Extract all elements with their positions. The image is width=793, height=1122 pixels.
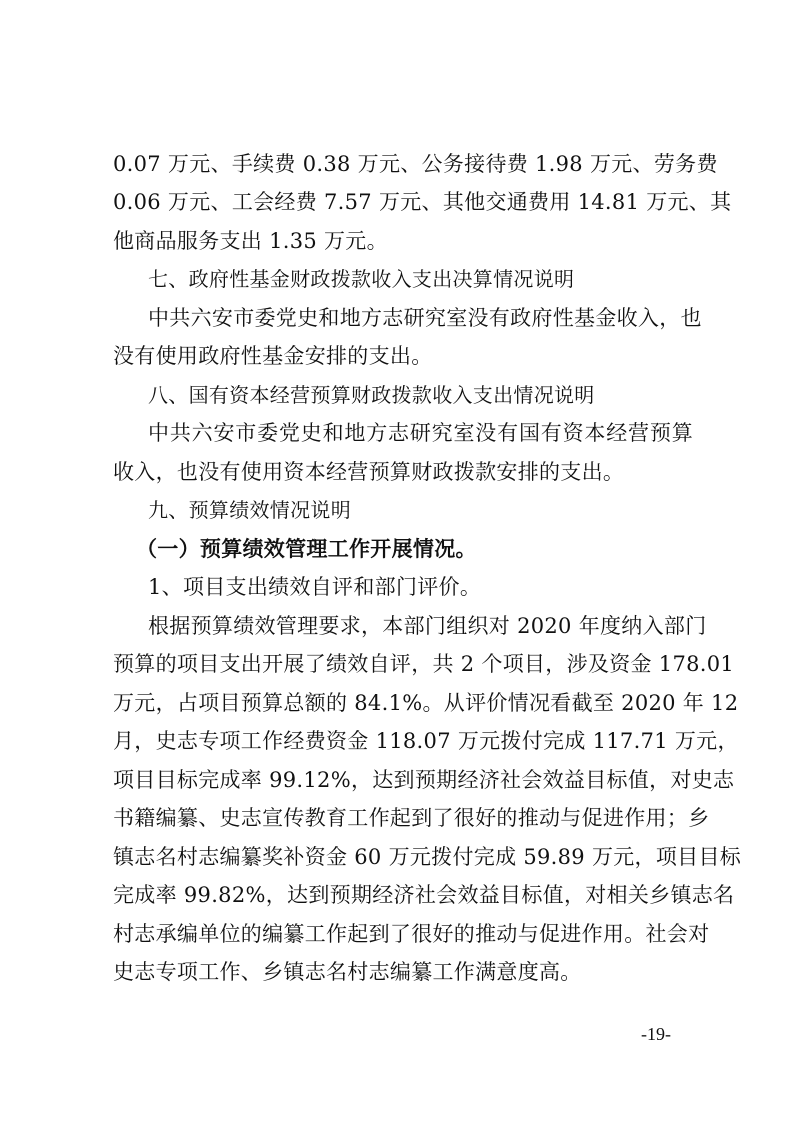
section-heading: 九、预算绩效情况说明 xyxy=(148,498,351,522)
text-line: 没有使用政府性基金安排的支出。 xyxy=(113,344,433,368)
page-number: -19- xyxy=(641,1024,671,1044)
text-line: 中共六安市委党史和地方志研究室没有国有资本经营预算 xyxy=(148,421,693,445)
text-line: 项目目标完成率 99.12%，达到预期经济社会效益目标值，对史志 xyxy=(113,768,735,792)
text-line: 完成率 99.82%，达到预期经济社会效益目标值，对相关乡镇志名 xyxy=(113,883,735,907)
text-line: 史志专项工作、乡镇志名村志编纂工作满意度高。 xyxy=(113,960,582,984)
text-line: 预算的项目支出开展了绩效自评，共 2 个项目，涉及资金 178.01 xyxy=(113,652,735,676)
text-line: 收入，也没有使用资本经营预算财政拨款安排的支出。 xyxy=(113,460,625,484)
text-line: 书籍编纂、史志宣传教育工作起到了很好的推动与促进作用；乡 xyxy=(113,806,710,830)
text-line: 根据预算绩效管理要求，本部门组织对 2020 年度纳入部门 xyxy=(148,614,707,638)
text-line: 中共六安市委党史和地方志研究室没有政府性基金收入，也 xyxy=(148,306,702,330)
text-line: 0.06 万元、工会经费 7.57 万元、其他交通费用 14.81 万元、其 xyxy=(113,190,732,214)
text-line: 万元，占项目预算总额的 84.1%。从评价情况看截至 2020 年 12 xyxy=(113,691,739,715)
text-line: 村志承编单位的编纂工作起到了很好的推动与促进作用。社会对 xyxy=(113,922,710,946)
text-line: 他商品服务支出 1.35 万元。 xyxy=(113,229,388,253)
text-line: 0.07 万元、手续费 0.38 万元、公务接待费 1.98 万元、劳务费 xyxy=(113,152,718,176)
text-line: 1、项目支出绩效自评和部门评价。 xyxy=(148,575,482,599)
text-line: 月，史志专项工作经费资金 118.07 万元拨付完成 117.71 万元， xyxy=(113,729,739,753)
text-line: 镇志名村志编纂奖补资金 60 万元拨付完成 59.89 万元，项目目标 xyxy=(113,845,742,869)
subsection-heading: （一）预算绩效管理工作开展情况。 xyxy=(136,536,477,561)
section-heading: 七、政府性基金财政拨款收入支出决算情况说明 xyxy=(148,267,575,291)
section-heading: 八、国有资本经营预算财政拨款收入支出情况说明 xyxy=(148,383,595,407)
